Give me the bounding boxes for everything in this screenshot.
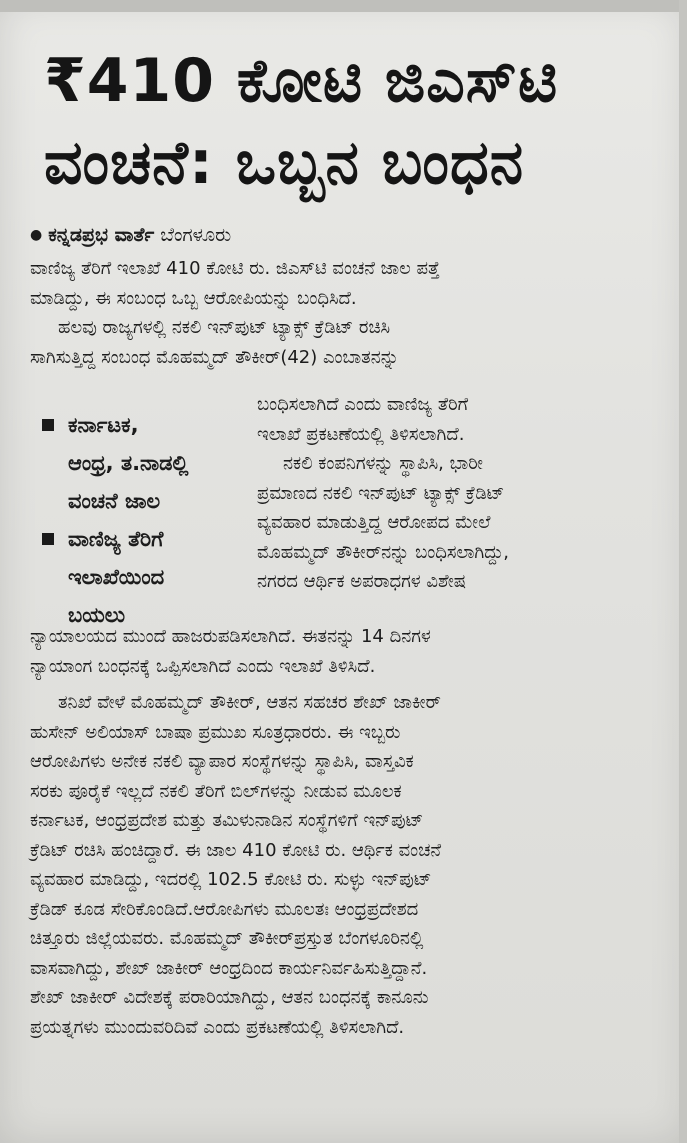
- text-line: ಪ್ರಯತ್ನಗಳು ಮುಂದುವರಿದಿವೆ ಎಂದು ಪ್ರಕಟಣೆಯಲ್ಲಿ ತಿಳಿಸಲಾಗಿದೆ.: [30, 1016, 405, 1038]
- body-paragraph: [30, 688, 670, 1042]
- text-line: ನ್ಯಾಯಾಂಗ ಬಂಧನಕ್ಕೆ ಒಪ್ಪಿಸಲಾಗಿದೆ ಎಂದು ಇಲಾಖೆ ತಿಳಿಸಿದೆ.: [30, 655, 376, 677]
- highlight-line: ವಂಚನೆ ಜಾಲ: [68, 489, 161, 513]
- text-line: ವಾಸವಾಗಿದ್ದು, ಶೇಖ್ ಜಾಕೀರ್ ಆಂಧ್ರದಿಂದ ಕಾರ್ಯನಿರ್ವಹಿಸುತ್ತಿದ್ದಾನೆ.: [30, 957, 428, 979]
- page-edge: [0, 0, 687, 12]
- text-line: ಇಲಾಖೆ ಪ್ರಕಟಣೆಯಲ್ಲಿ ತಿಳಿಸಲಾಗಿದೆ.: [257, 423, 465, 445]
- byline-place: ಬೆಂಗಳೂರು: [160, 224, 232, 246]
- text-line: ನಕಲಿ ಕಂಪನಿಗಳನ್ನು ಸ್ಥಾಪಿಸಿ, ಭಾರೀ: [283, 453, 483, 474]
- intro-paragraph: [30, 254, 670, 372]
- text-line: ತನಿಖೆ ವೇಳೆ ಮೊಹಮ್ಮದ್ ತೌಕೀರ್, ಆತನ ಸಹಚರ ಶೇಖ್ ಜಾಕೀರ್: [58, 692, 441, 713]
- text-line: ಕ್ರೆಡಿಡ್ ಕೂಡ ಸೇರಿಕೊಂಡಿದೆ.ಆರೋಪಿಗಳು ಮೂಲತಃ ಆಂಧ್ರಪ್ರದೇಶದ: [30, 898, 419, 920]
- text-line: ವ್ಯವಹಾರ ಮಾಡಿದ್ದು, ಇದರಲ್ಲಿ 102.5 ಕೋಟಿ ರು. ಸುಳ್ಳು ಇನ್‌ಪುಟ್: [30, 869, 432, 890]
- highlight-line: ಬಯಲು: [68, 603, 125, 627]
- text-line: ವಾಣಿಜ್ಯ ತೆರಿಗೆ ಇಲಾಖೆ 410 ಕೋಟಿ ರು. ಜಿಎಸ್‌ಟಿ ವಂಚನೆ ಜಾಲ ಪತ್ತೆ: [30, 258, 440, 279]
- square-bullet-icon: [42, 533, 54, 545]
- text-line: ನ್ಯಾಯಾಲಯದ ಮುಂದೆ ಹಾಜರುಪಡಿಸಲಾಗಿದೆ. ಈತನನ್ನು 14 ದಿನಗಳ: [30, 626, 431, 647]
- text-line: ಮೊಹಮ್ಮದ್ ತೌಕೀರ್‌ನನ್ನು ಬಂಧಿಸಲಾಗಿದ್ದು,: [257, 541, 509, 563]
- headline-line: ₹410 ಕೋಟಿ ಜಿಎಸ್‌ಟಿ: [44, 46, 559, 116]
- continuation-paragraph: [30, 622, 670, 681]
- text-line: ಶೇಖ್ ಜಾಕೀರ್ ವಿದೇಶಕ್ಕೆ ಪರಾರಿಯಾಗಿದ್ದು, ಆತನ ಬಂಧನಕ್ಕೆ ಕಾನೂನು: [30, 987, 429, 1008]
- text-line: ಸರಕು ಪೂರೈಕೆ ಇಲ್ಲದೆ ನಕಲಿ ತೆರಿಗೆ ಬಿಲ್‌ಗಳನ್ನು ನೀಡುವ ಮೂಲಕ: [30, 780, 402, 802]
- text-line: ಆರೋಪಿಗಳು ಅನೇಕ ನಕಲಿ ವ್ಯಾಪಾರ ಸಂಸ್ಥೆಗಳನ್ನು ಸ್ಥಾಪಿಸಿ, ವಾಸ್ತವಿಕ: [30, 751, 414, 772]
- text-line: ಸಾಗಿಸುತ್ತಿದ್ದ ಸಂಬಂಧ ಮೊಹಮ್ಮದ್ ತೌಕೀರ್(42) ಎಂಬಾತನನ್ನು: [30, 346, 399, 368]
- text-line: ವ್ಯವಹಾರ ಮಾಡುತ್ತಿದ್ದ ಆರೋಪದ ಮೇಲೆ: [257, 512, 491, 533]
- highlight-item: [38, 406, 248, 520]
- highlight-line: ವಾಣಿಜ್ಯ ತೆರಿಗೆ: [68, 527, 164, 551]
- text-line: ಪ್ರಮಾಣದ ನಕಲಿ ಇನ್‌ಪುಟ್ ಟ್ಯಾಕ್ಸ್ ಕ್ರೆಡಿಟ್: [257, 482, 505, 504]
- highlights-box: [38, 406, 248, 634]
- text-line: ಹುಸೇನ್ ಅಲಿಯಾಸ್ ಬಾಷಾ ಪ್ರಮುಖ ಸೂತ್ರಧಾರರು. ಈ ಇಬ್ಬರು: [30, 721, 401, 743]
- page-edge: [679, 0, 687, 1143]
- headline: [44, 40, 644, 204]
- text-line: ಹಲವು ರಾಜ್ಯಗಳಲ್ಲಿ ನಕಲಿ ಇನ್‌ಪುಟ್ ಟ್ಯಾಕ್ಸ್ ಕ್ರೆಡಿಟ್ ರಚಿಸಿ: [58, 317, 391, 338]
- text-line: ಮಾಡಿದ್ದು, ಈ ಸಂಬಂಧ ಒಬ್ಬ ಆರೋಪಿಯನ್ನು ಬಂಧಿಸಿದೆ.: [30, 287, 357, 309]
- text-line: ಚಿತ್ತೂರು ಜಿಲ್ಲೆಯವರು. ಮೊಹಮ್ಮದ್ ತೌಕೀರ್‌ಪ್ರಸ್ತುತ ಬೆಂಗಳೂರಿನಲ್ಲಿ: [30, 928, 424, 949]
- text-line: ನಗರದ ಆರ್ಥಿಕ ಅಪರಾಧಗಳ ವಿಶೇಷ: [257, 571, 467, 592]
- byline-source: ಕನ್ನಡಪ್ರಭ ವಾರ್ತೆ: [48, 224, 155, 246]
- headline-line: ವಂಚನೆ: ಒಬ್ಬನ ಬಂಧನ: [44, 128, 525, 198]
- byline: [30, 222, 670, 248]
- highlight-line: ಕರ್ನಾಟಕ,: [68, 413, 139, 437]
- text-line: ಕರ್ನಾಟಕ, ಆಂಧ್ರಪ್ರದೇಶ ಮತ್ತು ತಮಿಳುನಾಡಿನ ಸಂಸ್ಥೆಗಳಿಗೆ ಇನ್‌ಪುಟ್: [30, 810, 424, 831]
- text-line: ಬಂಧಿಸಲಾಗಿದೆ ಎಂದು ವಾಣಿಜ್ಯ ತೆರಿಗೆ: [257, 394, 469, 415]
- text-line: ಕ್ರೆಡಿಟ್ ರಚಿಸಿ ಹಂಚಿದ್ದಾರೆ. ಈ ಜಾಲ 410 ಕೋಟಿ ರು. ಆರ್ಥಿಕ ವಂಚನೆ: [30, 839, 442, 861]
- square-bullet-icon: [42, 419, 54, 431]
- highlight-line: ಆಂಧ್ರ, ತ.ನಾಡಲ್ಲಿ: [68, 451, 189, 475]
- bullet-icon: ●: [30, 227, 43, 243]
- highlight-item: [38, 520, 248, 634]
- right-column: [257, 390, 667, 597]
- highlight-line: ಇಲಾಖೆಯಿಂದ: [68, 565, 165, 589]
